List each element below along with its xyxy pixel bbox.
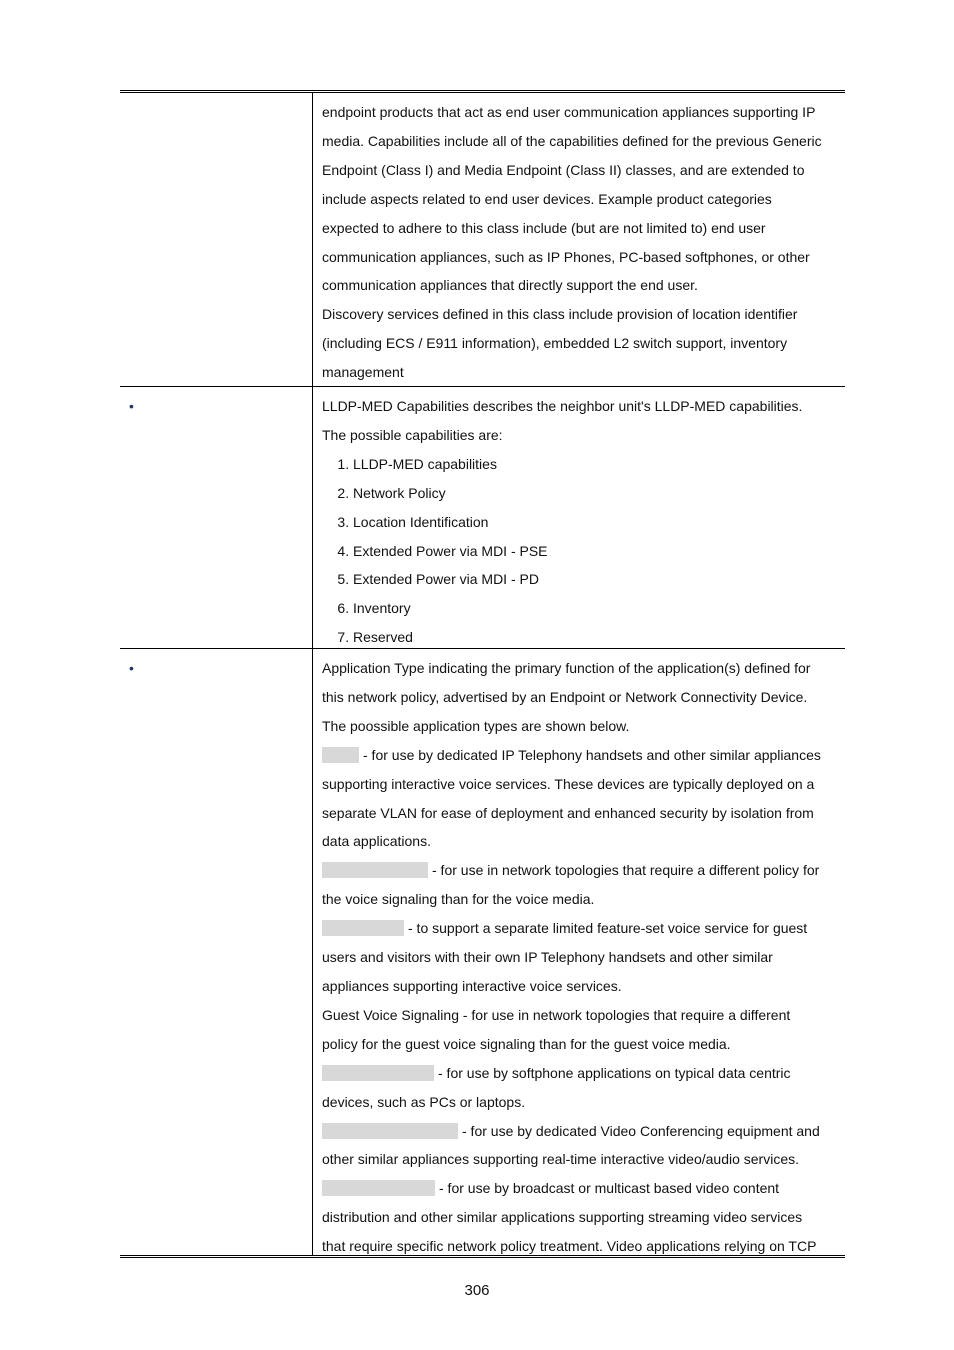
text-line: expected to adhere to this class include (but are not limited to) end user <box>322 219 766 236</box>
text-line: devices, such as PCs or laptops. <box>322 1093 526 1110</box>
text-line: other similar appliances supporting real-time interactive video/audio services. <box>322 1151 800 1168</box>
text-line: this network policy, advertised by an Endpoint or Network Connectivity Device. <box>322 688 808 705</box>
table-row <box>120 649 845 1258</box>
text-line: include aspects related to end user devices. Example product categories <box>322 190 772 207</box>
text-line: Endpoint (Class I) and Media Endpoint (Class II) classes, and are extended to <box>322 161 805 178</box>
text-line: communication appliances that directly support the end user. <box>322 277 698 294</box>
text-line: the voice signaling than for the voice media. <box>322 891 595 908</box>
description-cell <box>313 93 845 386</box>
text-line: data applications. <box>322 833 431 850</box>
parameter-cell <box>120 93 313 386</box>
list-item: 5. Extended Power via MDI - PD <box>353 565 845 594</box>
redacted-term <box>322 862 428 878</box>
redacted-term <box>322 920 404 936</box>
text-line: (including ECS / E911 information), embedded L2 switch support, inventory <box>322 335 788 352</box>
parameter-cell <box>120 387 313 648</box>
text-line: Guest Voice Signaling - for use in network topologies that require a different <box>322 1006 791 1023</box>
description-cell <box>313 387 845 648</box>
text-line: communication appliances, such as IP Phones, PC-based softphones, or other <box>322 248 810 265</box>
redacted-term <box>322 747 359 763</box>
text-line: supporting interactive voice services. These devices are typically deployed on a <box>322 775 815 792</box>
description-cell <box>313 649 845 1255</box>
text-line: distribution and other similar applications supporting streaming video services <box>322 1209 803 1226</box>
list-item: 3. Location Identification <box>353 508 845 537</box>
text-line: users and visitors with their own IP Telephony handsets and other similar <box>322 949 773 966</box>
list-item: 7. Reserved <box>353 623 845 652</box>
page-number: 306 <box>464 1282 490 1299</box>
list-item: 4. Extended Power via MDI - PSE <box>353 537 845 566</box>
text-line: - for use by broadcast or multicast based video content <box>322 1174 845 1203</box>
redacted-term <box>322 1123 458 1139</box>
text-line: Application Type indicating the primary function of the application(s) defined for <box>322 660 811 676</box>
text-line: LLDP-MED Capabilities describes the neighbor unit's LLDP-MED capabilities. <box>322 398 803 414</box>
text-line: that require specific network policy treatment. Video applications relying on TCP <box>322 1238 817 1255</box>
text-line: management <box>322 364 404 381</box>
text-line: policy for the guest voice signaling than for the guest voice media. <box>322 1035 731 1052</box>
capabilities-list <box>322 450 845 652</box>
bullet: • <box>129 398 134 414</box>
text-line: - for use by dedicated Video Conferencing equipment and <box>322 1117 845 1146</box>
table-row <box>120 93 845 387</box>
text-line: The poossible application types are shown below. <box>322 717 630 734</box>
description-table <box>120 90 845 1258</box>
bullet: • <box>129 660 134 676</box>
list-item: 1. LLDP-MED capabilities <box>353 450 845 479</box>
text-line: - to support a separate limited feature-set voice service for guest <box>322 914 845 943</box>
redacted-term <box>322 1180 435 1196</box>
redacted-term <box>322 1065 434 1081</box>
text-line: separate VLAN for ease of deployment and enhanced security by isolation from <box>322 804 814 821</box>
list-item: 6. Inventory <box>353 594 845 623</box>
text-line: media. Capabilities include all of the capabilities defined for the previous Generic <box>322 132 822 149</box>
table-row <box>120 387 845 649</box>
text-line: Discovery services defined in this class include provision of location identifier <box>322 306 798 323</box>
text-line: - for use in network topologies that require a different policy for <box>322 856 845 885</box>
text-line: The possible capabilities are: <box>322 426 503 443</box>
text-line: - for use by dedicated IP Telephony handsets and other similar appliances <box>322 741 845 770</box>
text-line: appliances supporting interactive voice services. <box>322 977 622 994</box>
parameter-cell <box>120 649 313 1255</box>
text-line: endpoint products that act as end user communication appliances supporting IP <box>322 104 816 120</box>
list-item: 2. Network Policy <box>353 479 845 508</box>
text-line: - for use by softphone applications on typical data centric <box>322 1059 845 1088</box>
